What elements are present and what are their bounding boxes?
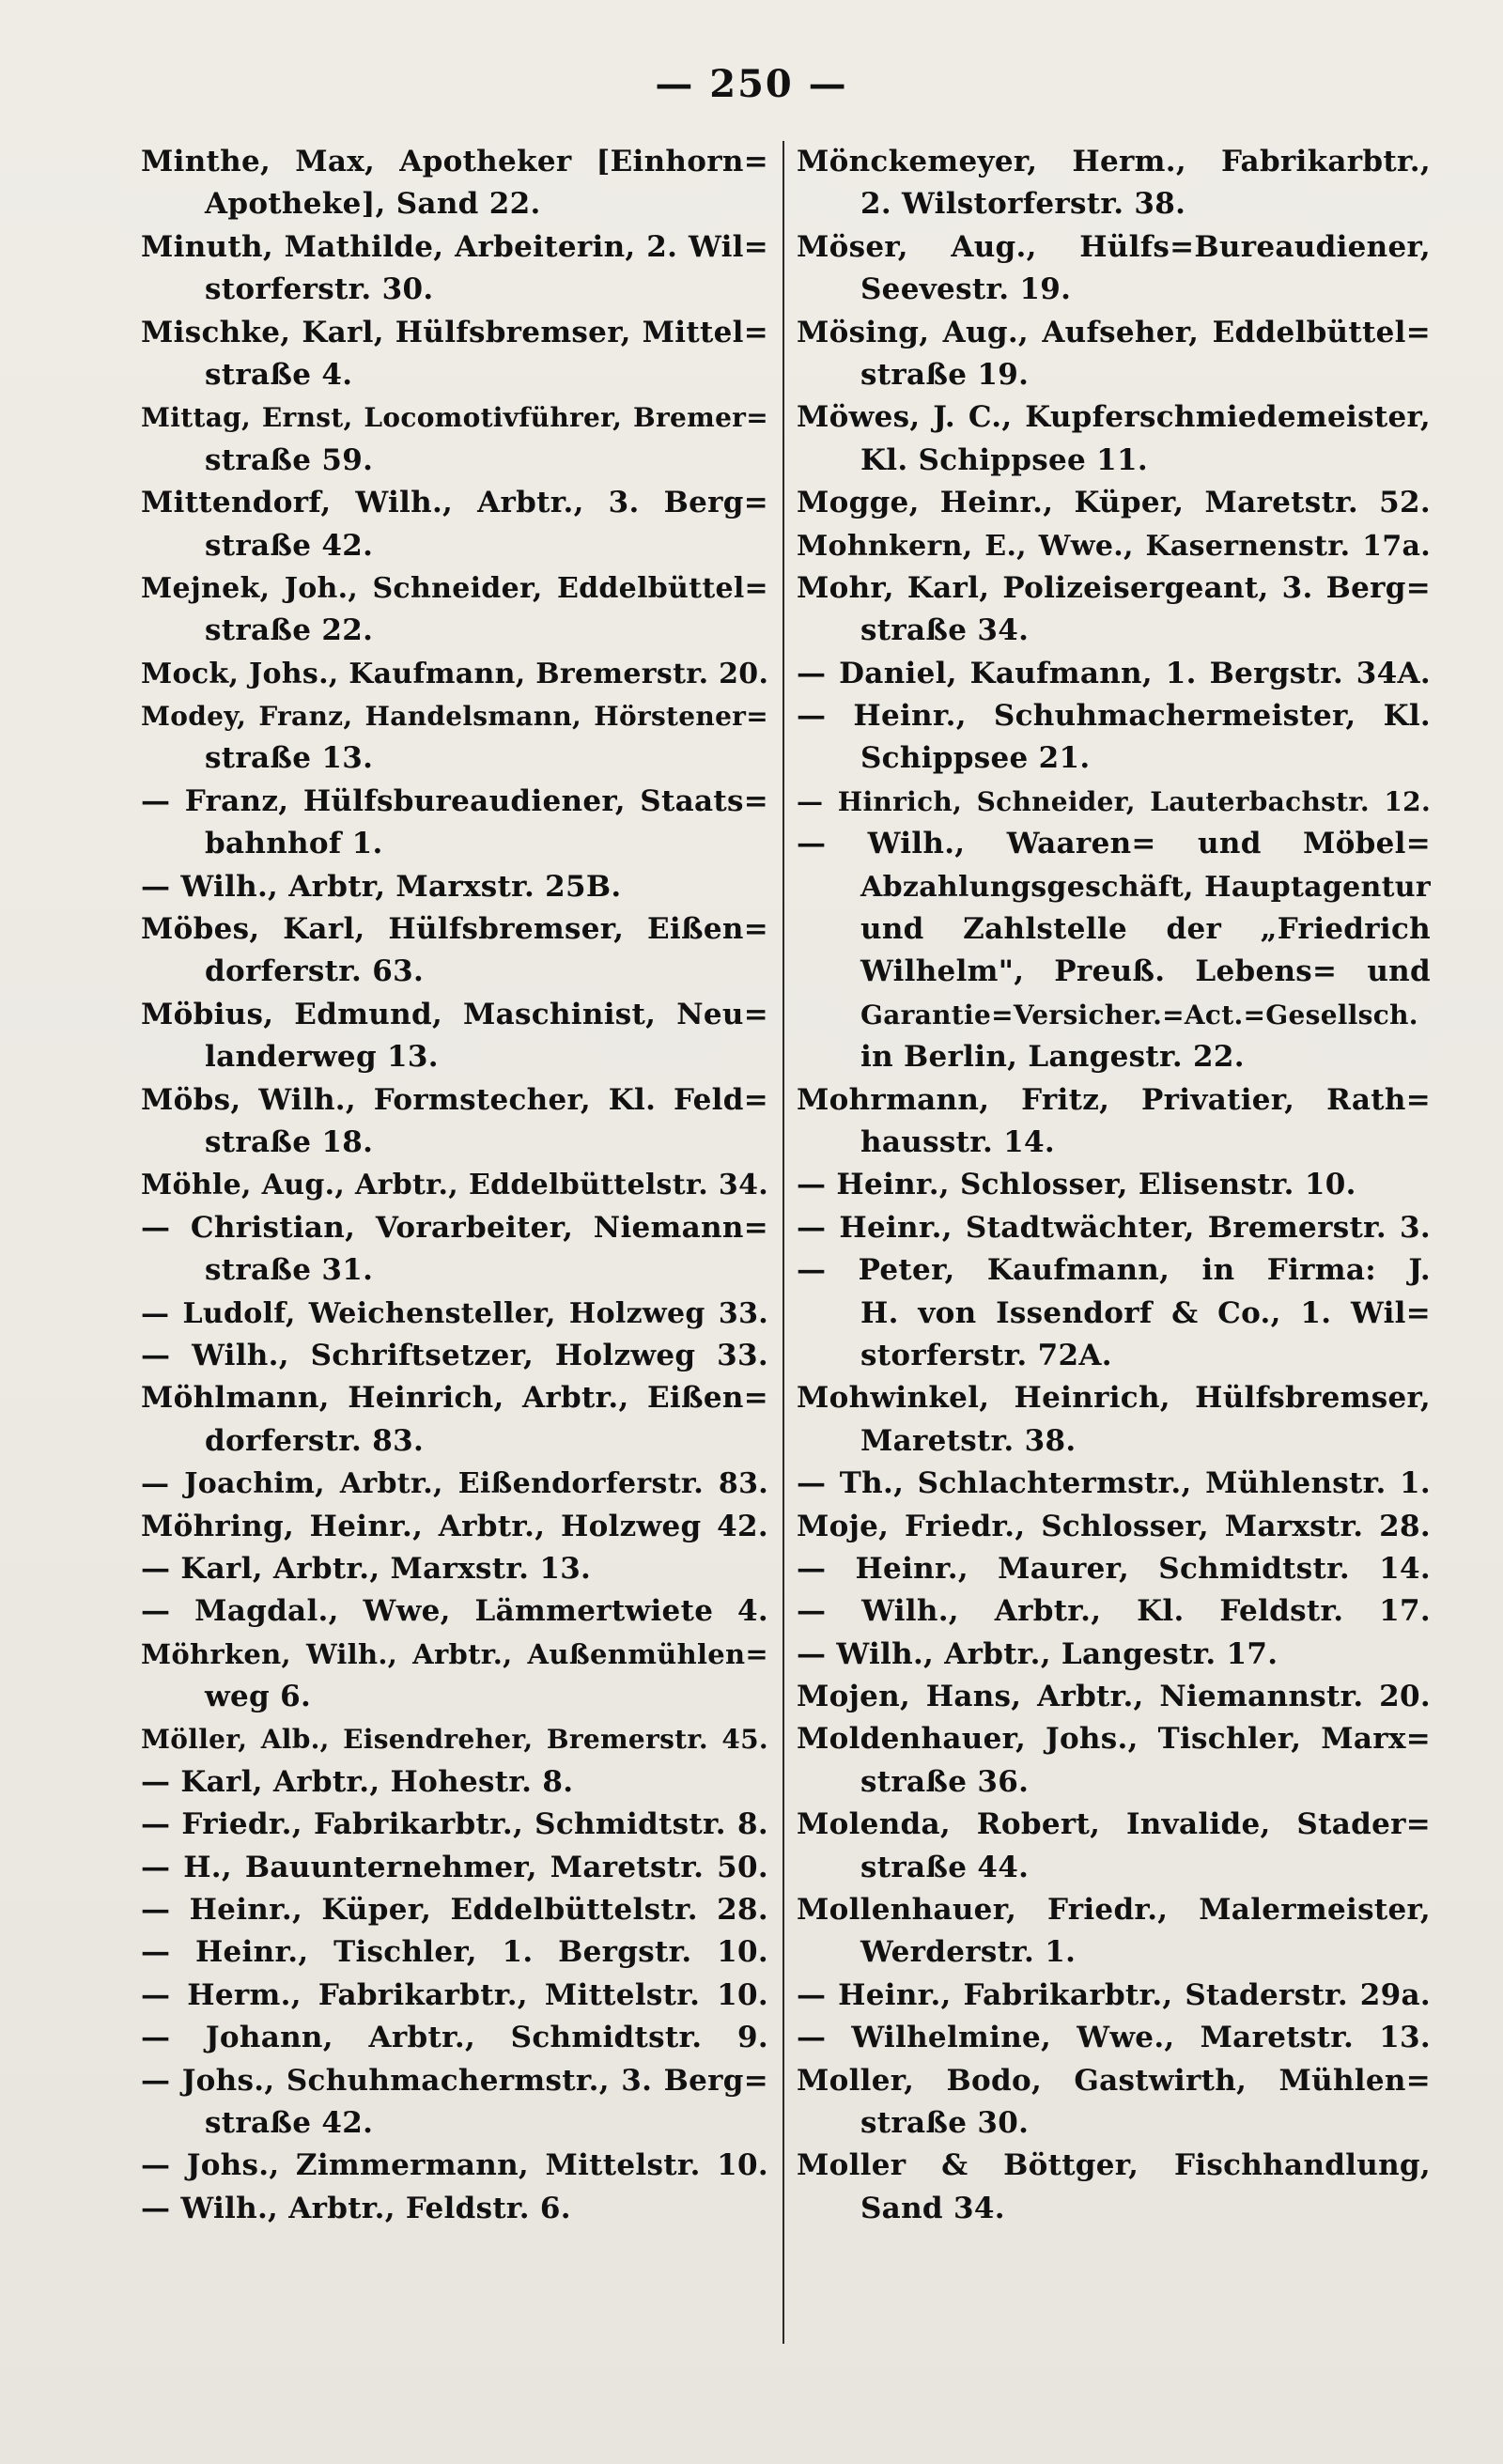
entry-line: Abzahlungsgeschäft, Hauptagentur xyxy=(860,870,1431,904)
entry-line: Mejnek, Joh., Schneider, Eddelbüttel= xyxy=(141,571,768,605)
entry-line: Mittag, Ernst, Locomotivführer, Bremer= xyxy=(141,402,768,434)
entry-line: straße 59. xyxy=(205,442,374,477)
entry-line: landerweg 13. xyxy=(205,1040,439,1075)
entry-line: — Karl, Arbtr., Hohestr. 8. xyxy=(141,1764,574,1799)
entry-line: — Ludolf, Weichensteller, Holzweg 33. xyxy=(141,1296,768,1330)
entry-line: Mohwinkel, Heinrich, Hülfsbremser, xyxy=(797,1381,1431,1416)
entry-line: Modey, Franz, Handelsmann, Hörstener= xyxy=(141,701,768,733)
entry-line: straße 34. xyxy=(860,613,1030,648)
entry-line: — Wilh., Arbtr, Marxstr. 25B. xyxy=(141,869,622,904)
entry-line: straße 13. xyxy=(205,741,374,776)
entry-line: Garantie=Versicher.=Act.=Gesellsch. xyxy=(860,999,1418,1031)
entry-line: — Wilh., Arbtr., Kl. Feldstr. 17. xyxy=(797,1594,1431,1629)
entry-line: Möhlmann, Heinrich, Arbtr., Eißen= xyxy=(141,1381,768,1416)
entry-line: Möller, Alb., Eisendreher, Bremerstr. 45. xyxy=(141,1724,768,1756)
entry-line: straße 44. xyxy=(860,1850,1030,1884)
entry-line: Seevestr. 19. xyxy=(860,272,1072,307)
entry-line: — Th., Schlachtermstr., Mühlenstr. 1. xyxy=(797,1466,1431,1501)
entry-line: — Joachim, Arbtr., Eißendorferstr. 83. xyxy=(141,1467,768,1501)
entry-line: Mittendorf, Wilh., Arbtr., 3. Berg= xyxy=(141,486,768,520)
entry-line: — Herm., Fabrikarbtr., Mittelstr. 10. xyxy=(141,1977,768,2012)
entry-line: straße 19. xyxy=(860,357,1030,392)
entry-line: — Wilhelmine, Wwe., Maretstr. 13. xyxy=(797,2021,1431,2055)
entry-line: — Johann, Arbtr., Schmidtstr. 9. xyxy=(141,2021,768,2055)
entry-line: Möbs, Wilh., Formstecher, Kl. Feld= xyxy=(141,1082,768,1117)
entry-line: straße 42. xyxy=(205,528,374,563)
entry-line: storferstr. 30. xyxy=(205,272,434,307)
entry-line: H. von Issendorf & Co., 1. Wil= xyxy=(860,1295,1431,1330)
entry-line: Moje, Friedr., Schlosser, Marxstr. 28. xyxy=(797,1509,1431,1543)
entry-line: — Heinr., Fabrikarbtr., Staderstr. 29a. xyxy=(797,1977,1431,2012)
entry-line: — Heinr., Schuhmachermeister, Kl. xyxy=(797,699,1431,734)
entry-line: Minthe, Max, Apotheker [Einhorn= xyxy=(141,145,768,178)
entry-line: dorferstr. 83. xyxy=(205,1423,425,1458)
entry-line: — Wilh., Arbtr., Feldstr. 6. xyxy=(141,2191,571,2225)
entry-line: Moller, Bodo, Gastwirth, Mühlen= xyxy=(797,2063,1431,2098)
entry-line: — Karl, Arbtr., Marxstr. 13. xyxy=(141,1551,592,1586)
entry-line: straße 30. xyxy=(860,2105,1030,2140)
entry-line: Wilhelm", Preuß. Lebens= und xyxy=(860,954,1431,989)
entry-line: Mojen, Hans, Arbtr., Niemannstr. 20. xyxy=(797,1680,1431,1714)
entry-line: 2. Wilstorferstr. 38. xyxy=(860,187,1186,222)
entry-line: — Franz, Hülfsbureaudiener, Staats= xyxy=(141,783,768,818)
entry-line: weg 6. xyxy=(205,1680,312,1714)
entry-line: Maretstr. 38. xyxy=(860,1423,1077,1458)
entry-line: Werderstr. 1. xyxy=(860,1935,1077,1970)
entry-line: — Magdal., Wwe, Lämmertwiete 4. xyxy=(141,1594,768,1629)
entry-line: straße 42. xyxy=(205,2105,374,2140)
entry-line: straße 18. xyxy=(205,1124,374,1159)
entry-line: straße 36. xyxy=(860,1764,1030,1799)
entry-line: Mönckemeyer, Herm., Fabrikarbtr., xyxy=(797,145,1431,178)
entry-line: Möbes, Karl, Hülfsbremser, Eißen= xyxy=(141,912,768,947)
entry-line: straße 31. xyxy=(205,1253,374,1288)
entry-line: Molenda, Robert, Invalide, Stader= xyxy=(797,1807,1431,1842)
entry-line: Mohrmann, Fritz, Privatier, Rath= xyxy=(797,1082,1431,1117)
left-column xyxy=(141,141,768,2348)
entry-line: Moller & Böttger, Fischhandlung, xyxy=(797,2148,1431,2183)
page-number: — 250 — xyxy=(655,62,848,106)
entry-line: Mohr, Karl, Polizeisergeant, 3. Berg= xyxy=(797,570,1431,605)
entry-line: — Heinr., Stadtwächter, Bremerstr. 3. xyxy=(797,1210,1431,1245)
entry-line: in Berlin, Langestr. 22. xyxy=(860,1040,1245,1075)
entry-line: Mollenhauer, Friedr., Malermeister, xyxy=(797,1893,1431,1928)
entry-line: Möhrken, Wilh., Arbtr., Außenmühlen= xyxy=(141,1637,768,1670)
entry-line: Mohnkern, E., Wwe., Kasernenstr. 17a. xyxy=(797,529,1431,563)
entry-line: — Friedr., Fabrikarbtr., Schmidtstr. 8. xyxy=(141,1807,768,1842)
entry-line: — H., Bauunternehmer, Maretstr. 50. xyxy=(141,1850,768,1884)
entry-line: — Daniel, Kaufmann, 1. Bergstr. 34A. xyxy=(797,656,1431,690)
column-divider xyxy=(782,141,784,2344)
entry-line: Mock, Johs., Kaufmann, Bremerstr. 20. xyxy=(141,657,768,690)
entry-line: storferstr. 72A. xyxy=(860,1338,1112,1372)
entry-line: Möhring, Heinr., Arbtr., Holzweg 42. xyxy=(141,1509,768,1543)
entry-line: — Johs., Schuhmachermstr., 3. Berg= xyxy=(141,2063,768,2098)
entry-line: straße 22. xyxy=(205,613,374,648)
entry-line: Kl. Schippsee 11. xyxy=(860,442,1148,477)
entry-line: Möwes, J. C., Kupferschmiedemeister, xyxy=(797,400,1431,435)
entry-line: — Heinr., Küper, Eddelbüttelstr. 28. xyxy=(141,1893,768,1928)
entry-line: — Heinr., Maurer, Schmidtstr. 14. xyxy=(797,1551,1431,1586)
right-column xyxy=(797,141,1431,2348)
entry-line: — Heinr., Schlosser, Elisenstr. 10. xyxy=(797,1168,1356,1202)
entry-line: — Christian, Vorarbeiter, Niemann= xyxy=(141,1210,768,1245)
entry-line: — Peter, Kaufmann, in Firma: J. xyxy=(797,1253,1431,1288)
entry-line: Sand 34. xyxy=(860,2191,1005,2225)
entry-line: Schippsee 21. xyxy=(860,741,1091,776)
entry-line: — Wilh., Waaren= und Möbel= xyxy=(797,827,1431,861)
entry-line: — Johs., Zimmermann, Mittelstr. 10. xyxy=(141,2148,768,2183)
entry-line: Möbius, Edmund, Maschinist, Neu= xyxy=(141,997,768,1031)
entry-line: Möhle, Aug., Arbtr., Eddelbüttelstr. 34. xyxy=(141,1169,768,1202)
entry-line: hausstr. 14. xyxy=(860,1124,1055,1159)
entry-line: — Wilh., Arbtr., Langestr. 17. xyxy=(797,1636,1278,1671)
entry-line: Mogge, Heinr., Küper, Maretstr. 52. xyxy=(797,486,1431,520)
entry-line: Mischke, Karl, Hülfsbremser, Mittel= xyxy=(141,315,768,349)
entry-line: Apotheke], Sand 22. xyxy=(205,187,541,222)
entry-line: — Wilh., Schriftsetzer, Holzweg 33. xyxy=(141,1338,768,1372)
entry-line: straße 4. xyxy=(205,357,353,392)
entry-line: und Zahlstelle der „Friedrich xyxy=(860,912,1431,947)
entry-line: Minuth, Mathilde, Arbeiterin, 2. Wil= xyxy=(141,229,768,264)
entry-line: dorferstr. 63. xyxy=(205,954,425,989)
entry-line: Moldenhauer, Johs., Tischler, Marx= xyxy=(797,1722,1431,1757)
entry-line: bahnhof 1. xyxy=(205,827,383,861)
entry-line: — Hinrich, Schneider, Lauterbachstr. 12. xyxy=(797,785,1431,817)
entry-line: Mösing, Aug., Aufseher, Eddelbüttel= xyxy=(797,315,1431,349)
entry-line: — Heinr., Tischler, 1. Bergstr. 10. xyxy=(141,1935,768,1970)
entry-line: Möser, Aug., Hülfs=Bureaudiener, xyxy=(797,229,1431,264)
